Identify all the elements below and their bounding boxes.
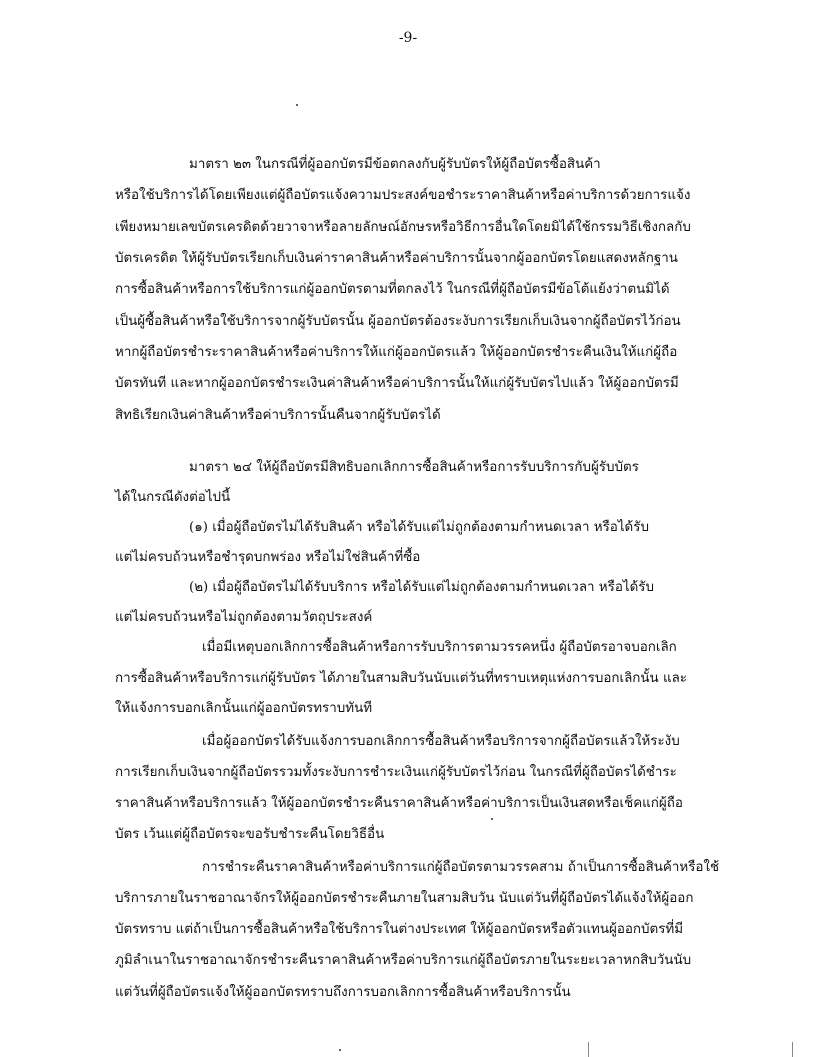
section-23-line: หรือใช้บริการได้โดยเพียงแต่ผู้ถือบัตรแจ้งความประสงค์ขอชำระราคาสินค้าหรือค่าบริการด้วยการแจ้ง [115,188,691,203]
section-24-line: การเรียกเก็บเงินจากผู้ถือบัตรรวมทั้งระงับการชำระเงินแก่ผู้รับบัตรไว้ก่อน ในกรณีที่ผู้ถือบัตรได้ชำระ [115,765,677,780]
scan-speck [491,818,493,820]
section-24-line: แต่ไม่ครบถ้วนหรือชำรุดบกพร่อง หรือไม่ใช่สินค้าที่ซื้อ [115,550,421,565]
section-24-line: บัตรทราบ แต่ถ้าเป็นการซื้อสินค้าหรือใช้บริการในต่างประเทศ ให้ผู้ออกบัตรหรือตัวแทนผู้ออกบัตรที่มี [115,922,684,937]
section-24-line: ราคาสินค้าหรือบริการแล้ว ให้ผู้ออกบัตรชำระคืนราคาสินค้าหรือค่าบริการเป็นเงินสดหรือเช็คแก่ผู้ถือ [115,796,683,811]
section-23-line: บัตรทันที และหากผู้ออกบัตรชำระเงินค่าสินค้าหรือค่าบริการนั้นให้แก่ผู้รับบัตรไปแล้ว ให้ผู้ออกบัตรมี [115,376,679,391]
section-23-heading-line: มาตรา ๒๓ ในกรณีที่ผู้ออกบัตรมีข้อตกลงกับผู้รับบัตรให้ผู้ถือบัตรซื้อสินค้า [189,157,601,172]
section-24-line: ภูมิลำเนาในราชอาณาจักรชำระคืนราคาสินค้าหรือค่าบริการแก่ผู้ถือบัตรภายในระยะเวลาหกสิบวันนับ [115,953,692,968]
section-24-item-1: (๑) เมื่อผู้ถือบัตรไม่ได้รับสินค้า หรือได้รับแต่ไม่ถูกต้องตามกำหนดเวลา หรือได้รับ [189,520,649,535]
section-24-paragraph-start: เมื่อมีเหตุบอกเลิกการซื้อสินค้าหรือการรับบริการตามวรรคหนึ่ง ผู้ถือบัตรอาจบอกเลิก [202,640,677,655]
section-23-line: สิทธิเรียกเงินค่าสินค้าหรือค่าบริการนั้นคืนจากผู้รับบัตรได้ [115,408,441,423]
section-24-line: บัตร เว้นแต่ผู้ถือบัตรจะขอรับชำระคืนโดยวิธีอื่น [115,827,385,842]
page-number: -9- [398,30,418,46]
scan-edge-mark [792,1042,793,1057]
section-23-line: การซื้อสินค้าหรือการใช้บริการแก่ผู้ออกบัตรตามที่ตกลงไว้ ในกรณีที่ผู้ถือบัตรมีข้อโต้แย้งว่าตนมิได้ [115,282,670,297]
scan-speck [296,104,298,106]
section-23-line: เป็นผู้ซื้อสินค้าหรือใช้บริการจากผู้รับบัตรนั้น ผู้ออกบัตรต้องระงับการเรียกเก็บเงินจากผู้ถือบัตรไว้ก่อน [115,314,681,329]
scan-edge-mark [588,1042,589,1057]
section-24-line: การซื้อสินค้าหรือบริการแก่ผู้รับบัตร ได้ภายในสามสิบวันนับแต่วันที่ทราบเหตุแห่งการบอกเลิกนั้น และ [115,671,687,686]
section-23-line: เพียงหมายเลขบัตรเครดิตด้วยวาจาหรือลายลักษณ์อักษรหรือวิธีการอื่นใดโดยมิได้ใช้กรรมวิธีเชิงกลกับ [115,220,691,235]
section-24-line: แต่วันที่ผู้ถือบัตรแจ้งให้ผู้ออกบัตรทราบถึงการบอกเลิกการซื้อสินค้าหรือบริการนั้น [115,985,571,1000]
section-24-line: ให้แจ้งการบอกเลิกนั้นแก่ผู้ออกบัตรทราบทันที [115,701,373,716]
section-24-line: แต่ไม่ครบถ้วนหรือไม่ถูกต้องตามวัตถุประสงค์ [115,610,373,625]
section-24-paragraph-start: การชำระคืนราคาสินค้าหรือค่าบริการแก่ผู้ถือบัตรตามวรรคสาม ถ้าเป็นการซื้อสินค้าหรือใช้ [202,860,720,875]
section-24-heading-line: มาตรา ๒๔ ให้ผู้ถือบัตรมีสิทธิบอกเลิกการซื้อสินค้าหรือการรับบริการกับผู้รับบัตร [189,460,639,475]
section-24-paragraph-start: เมื่อผู้ออกบัตรได้รับแจ้งการบอกเลิกการซื้อสินค้าหรือบริการจากผู้ถือบัตรแล้วให้ระงับ [202,734,680,749]
scan-speck [339,1049,341,1051]
section-23-line: หากผู้ถือบัตรชำระราคาสินค้าหรือค่าบริการให้แก่ผู้ออกบัตรแล้ว ให้ผู้ออกบัตรชำระคืนเงินให้แก่ผู้ถือ [115,345,678,360]
section-23-line: บัตรเครดิต ให้ผู้รับบัตรเรียกเก็บเงินค่าราคาสินค้าหรือค่าบริการนั้นจากผู้ออกบัตรโดยแสดงหลักฐาน [115,251,678,266]
section-24-item-2: (๒) เมื่อผู้ถือบัตรไม่ได้รับบริการ หรือได้รับแต่ไม่ถูกต้องตามกำหนดเวลา หรือได้รับ [189,580,654,595]
section-24-line: บริการภายในราชอาณาจักรให้ผู้ออกบัตรชำระคืนภายในสามสิบวัน นับแต่วันที่ผู้ถือบัตรได้แจ้งให้ผู้ออก [115,891,694,906]
section-24-line: ได้ในกรณีดังต่อไปนี้ [115,490,231,505]
